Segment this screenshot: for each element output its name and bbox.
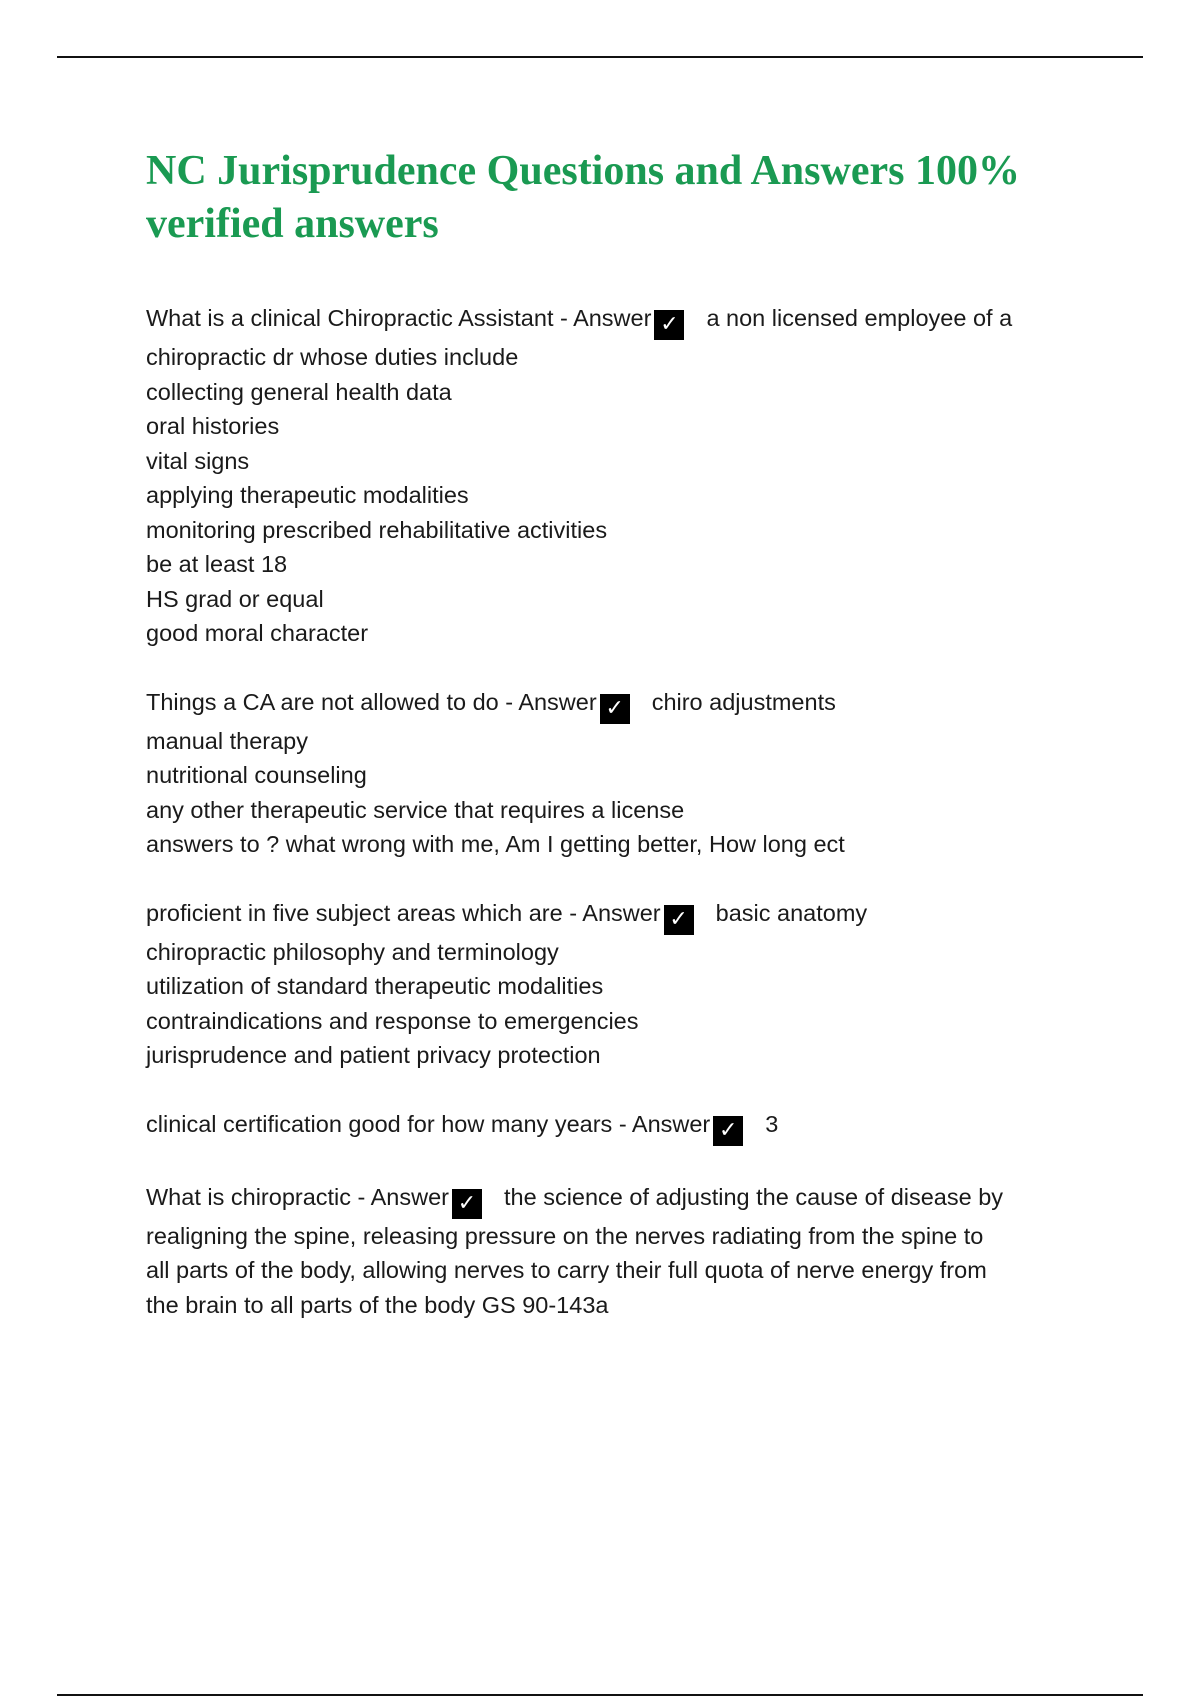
answer-line: answers to ? what wrong with me, Am I getting better, How long ect — [146, 831, 845, 857]
answer-label: Answer — [582, 899, 661, 926]
question-text: What is chiropractic - — [146, 1183, 371, 1210]
answer-line: good moral character — [146, 620, 369, 646]
answer-line: contraindications and response to emergencies — [146, 1007, 639, 1034]
question-line — [146, 301, 1096, 340]
qa-item — [146, 1107, 1096, 1146]
qa-item — [146, 1180, 1096, 1323]
header-rule — [57, 56, 1143, 58]
answer-text: basic anatomy — [715, 899, 868, 926]
question-text: Things a CA are not allowed to do - — [146, 688, 519, 715]
qa-item — [146, 301, 1096, 651]
question-text: proficient in five subject areas which are - — [146, 899, 583, 926]
answer-label: Answer — [573, 305, 652, 331]
answer-line: nutritional counseling — [146, 762, 367, 788]
question-line — [146, 1180, 1096, 1219]
answer-line: all parts of the body, allowing nerves to carry their full quota of nerve energy from — [146, 1257, 987, 1283]
answer-line: jurisprudence and patient privacy protection — [146, 1042, 601, 1068]
answer-line: chiropractic dr whose duties include — [146, 344, 519, 370]
qa-list — [146, 301, 1096, 1322]
answer-label: Answer — [370, 1183, 449, 1210]
answer-text: the science of adjusting the cause of disease by — [504, 1183, 1004, 1210]
answer-line: the brain to all parts of the body GS 90-143a — [146, 1291, 609, 1318]
answer-line: chiropractic philosophy and terminology — [146, 938, 559, 965]
checkmark-icon: ✓ — [452, 1189, 482, 1219]
answer-text: chiro adjustments — [651, 688, 836, 715]
document-title: NC Jurisprudence Questions and Answers 100% verified answers — [146, 148, 1020, 247]
checkmark-icon: ✓ — [664, 905, 694, 935]
question-line — [146, 896, 1096, 935]
question-text: clinical certification good for how many years - — [146, 1110, 632, 1137]
answer-label: Answer — [631, 1110, 711, 1137]
answer-line: be at least 18 — [146, 551, 288, 577]
answer-line: realigning the spine, releasing pressure on the nerves radiating from the spine to — [146, 1222, 984, 1249]
document-body — [146, 145, 1096, 1356]
checkmark-icon: ✓ — [713, 1116, 743, 1146]
answer-line: utilization of standard therapeutic modalities — [146, 973, 604, 999]
answer-text: a non licensed employee of a — [706, 305, 1013, 331]
qa-item — [146, 685, 1096, 862]
qa-item — [146, 896, 1096, 1073]
answer-line: applying therapeutic modalities — [146, 482, 469, 508]
question-line — [146, 685, 1096, 724]
question-text: What is a clinical Chiropractic Assistant - — [146, 305, 574, 331]
answer-line: manual therapy — [146, 727, 308, 754]
answer-label: Answer — [518, 688, 597, 715]
checkmark-icon: ✓ — [654, 310, 684, 340]
question-line — [146, 1107, 1096, 1146]
answer-line: monitoring prescribed rehabilitative activities — [146, 516, 608, 543]
answer-line: collecting general health data — [146, 378, 452, 405]
answer-text: 3 — [765, 1110, 779, 1137]
answer-line: HS grad or equal — [146, 585, 324, 612]
answer-line: any other therapeutic service that requires a license — [146, 796, 685, 823]
checkmark-icon: ✓ — [600, 694, 630, 724]
footer-rule — [57, 1694, 1143, 1696]
answer-line: oral histories — [146, 413, 280, 439]
answer-line: vital signs — [146, 447, 250, 474]
